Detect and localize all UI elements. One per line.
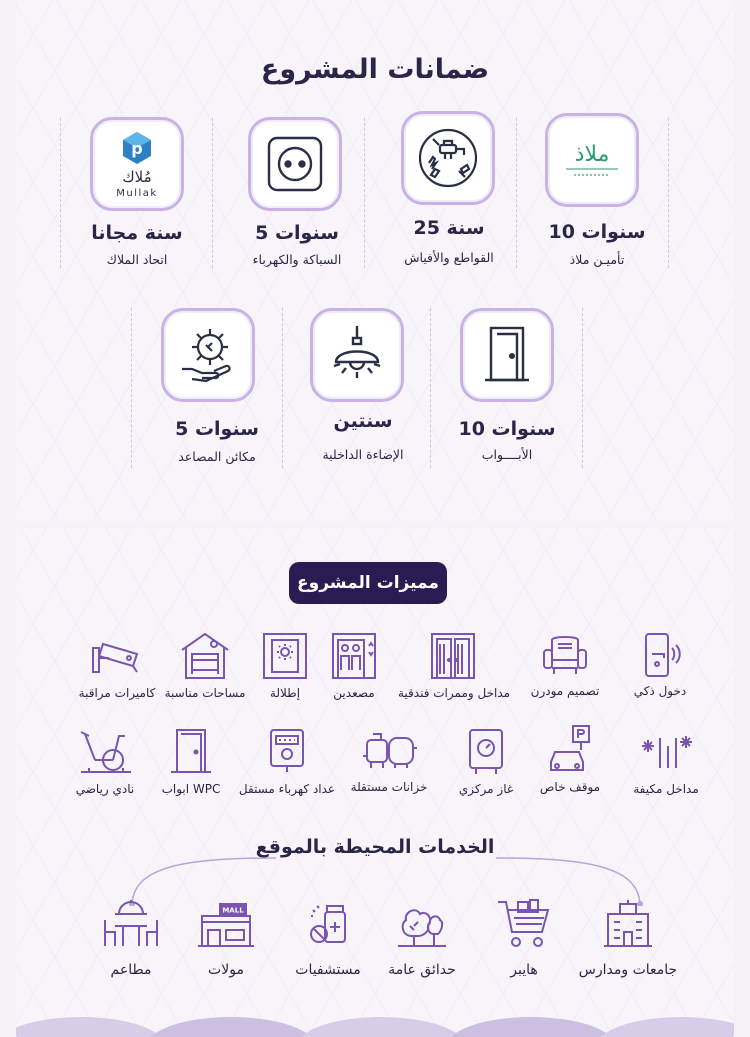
guarantee-value-breakers: 25 سنة [413, 217, 485, 239]
ceiling-lamp-icon [310, 308, 404, 402]
feature-label: مساحات مناسبة [164, 686, 246, 700]
mullak-logo-icon [90, 117, 184, 211]
feature-label: تصميم مودرن [530, 684, 600, 698]
feature-label: كاميرات مراقبة [78, 686, 156, 700]
decorative-wave [596, 1017, 734, 1037]
school-icon [600, 896, 656, 950]
cctv-camera-icon [89, 630, 145, 682]
service-hyper [464, 896, 584, 978]
feature-cameras [62, 630, 172, 700]
service-label: مستشفيات [295, 962, 361, 978]
service-label: مولات [208, 962, 244, 978]
guarantee-value-lighting: سنتين [333, 410, 393, 432]
feature-hotel-entrances [398, 630, 511, 700]
feature-label: دخول ذكي [633, 684, 687, 698]
gas-meter-icon [464, 726, 508, 778]
feature-label: موقف خاص [539, 780, 601, 794]
water-tank-icon [359, 726, 419, 776]
feature-gym [50, 724, 160, 796]
service-restaurants [71, 896, 191, 978]
feature-tanks [334, 726, 444, 794]
restaurant-icon [101, 896, 161, 950]
feature-label: عداد كهرباء مستقل [238, 782, 336, 796]
decorative-wave [146, 1017, 316, 1037]
medicine-icon [303, 896, 353, 950]
smart-lock-icon [638, 630, 682, 680]
feature-label: نادي رياضي [75, 782, 135, 796]
malath-logo-icon [545, 113, 639, 207]
feature-label: إطلالة [269, 686, 301, 700]
feature-central-gas [431, 726, 541, 796]
bedroom-icon [178, 630, 232, 682]
feature-ac-entrances [611, 728, 721, 796]
plug-faucet-icon [401, 111, 495, 205]
service-hospitals [268, 896, 388, 978]
mall-icon [194, 896, 258, 950]
feature-smart-entry [605, 630, 715, 698]
feature-label: مداخل مكيفة [633, 782, 699, 796]
guarantee-value-elevators: 5 سنوات [175, 418, 259, 440]
guarantee-value-plumbing: 5 سنوات [255, 222, 339, 244]
feature-label: مداخل وممرات فندقية [398, 686, 511, 700]
air-conditioning-icon [636, 728, 696, 778]
guarantee-label-elevators: مكائن المصاعد [178, 449, 256, 464]
feature-label: غاز مركزي [458, 782, 514, 796]
feature-label: مصعدين [333, 686, 375, 700]
park-trees-icon [394, 896, 450, 950]
decorative-wave [16, 1017, 166, 1037]
service-label: حدائق عامة [388, 962, 456, 978]
mullak-logo-text: مُلاك [122, 168, 152, 186]
window-icon [260, 630, 310, 682]
decorative-wave [296, 1017, 466, 1037]
guarantee-label-lighting: الإضاءة الداخلية [322, 447, 404, 462]
feature-label: خزانات مستقلة [350, 780, 428, 794]
decorative-wave [446, 1017, 616, 1037]
armchair-icon [540, 630, 590, 680]
service-label: هايبر [510, 962, 538, 978]
socket-icon [248, 117, 342, 211]
gear-hand-icon [161, 308, 255, 402]
mall-sign: MALL [222, 906, 244, 915]
exercise-bike-icon [75, 724, 135, 778]
feature-modern-design [510, 630, 620, 698]
mullak-logo-latin: Mullak [116, 188, 158, 199]
feature-electric-meter [232, 726, 342, 796]
guarantee-label-owners: اتحاد الملاك [106, 252, 168, 267]
features-panel [16, 528, 734, 1037]
guarantee-label-malath: تأميـن ملاذ [569, 252, 625, 267]
guarantee-label-plumbing: السباكة والكهرباء [252, 252, 342, 267]
feature-label: ابواب WPC [161, 782, 221, 796]
guarantees-panel [16, 0, 734, 521]
features-title: مميزات المشروع [289, 562, 447, 604]
services-title: الخدمات المحيطة بالموقع [255, 836, 495, 858]
guarantee-value-malath: 10 سنوات [548, 221, 646, 243]
guarantees-title: ضمانات المشروع [260, 54, 490, 85]
svg-text:p: p [131, 139, 143, 158]
door-icon [460, 308, 554, 402]
service-label: جامعات ومدارس [578, 962, 678, 978]
malath-logo-text: ملاذ [574, 142, 610, 167]
service-universities [568, 896, 688, 978]
guarantee-label-doors: الأبــــواب [481, 447, 533, 462]
door-icon [169, 726, 213, 778]
guarantee-value-doors: 10 سنوات [458, 418, 556, 440]
guarantee-value-owners: سنة مجانا [91, 222, 183, 244]
double-door-icon [428, 630, 478, 682]
parking-icon [545, 722, 595, 776]
shopping-cart-icon [496, 896, 552, 950]
electric-meter-icon [265, 726, 309, 778]
service-label: مطاعم [110, 962, 152, 978]
guarantee-label-breakers: القواطع والأفياش [404, 250, 494, 265]
